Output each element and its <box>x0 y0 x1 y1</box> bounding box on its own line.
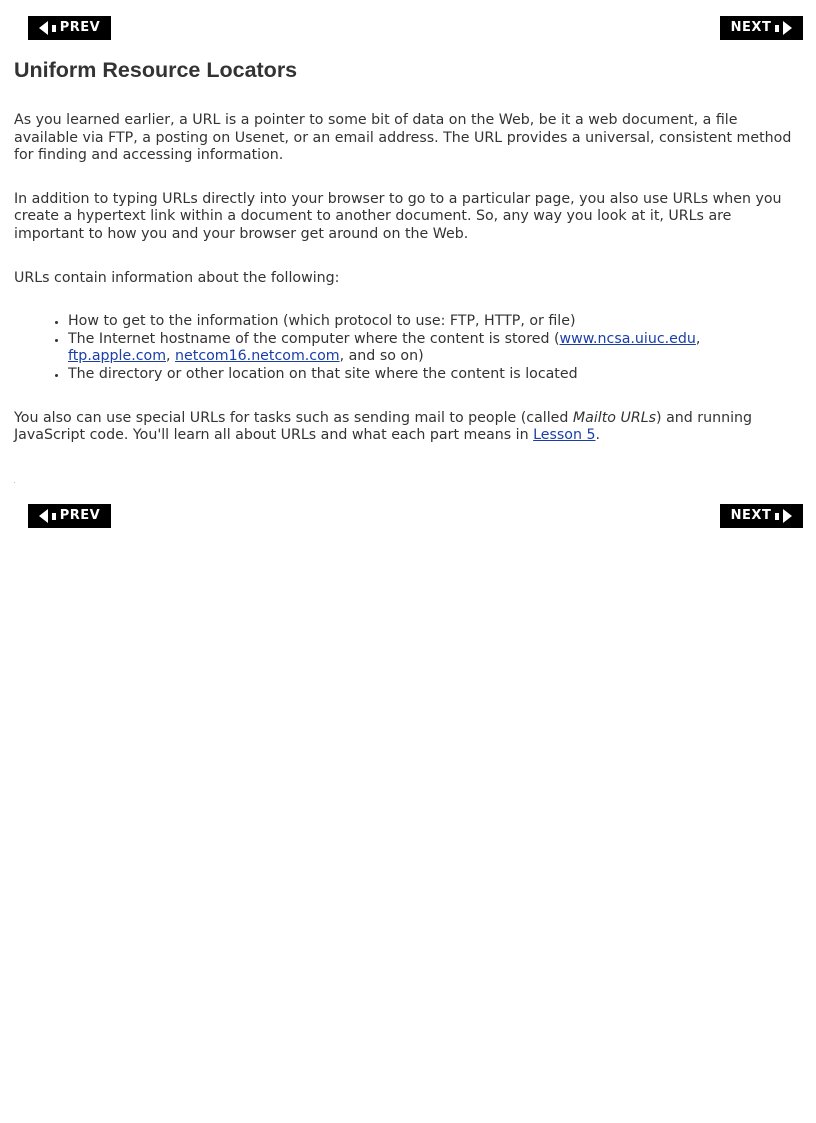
paragraph-list-intro: URLs contain information about the following: <box>14 269 340 286</box>
prev-label: PREV <box>59 20 101 36</box>
arrow-stem-icon <box>775 25 779 32</box>
list-item: • The directory or other location on that site where the content is located <box>68 366 794 384</box>
mailto-term: Mailto URLs <box>572 409 657 426</box>
prev-button[interactable] <box>28 504 111 528</box>
arrow-stem-icon <box>52 25 56 32</box>
prev-button[interactable] <box>28 16 111 40</box>
next-button[interactable] <box>720 16 803 40</box>
link-netcom[interactable]: netcom16.netcom.com <box>175 348 340 365</box>
paragraph-links: In addition to typing URLs directly into your browser to go to a particular page, you also use URLs when you create a hypertext link within a document to another document. So, any way you look at it, URLs are important to how you and your browser get around on the Web. <box>14 190 782 242</box>
separator-dot <box>14 482 15 483</box>
para-text: . <box>595 427 601 444</box>
list-item-sep: , <box>695 330 701 347</box>
arrow-left-icon <box>39 21 48 35</box>
prev-label: PREV <box>59 508 101 524</box>
list-item <box>68 331 794 366</box>
url-info-list <box>14 313 794 383</box>
link-apple-ftp[interactable]: ftp.apple.com <box>68 348 167 365</box>
next-label: NEXT <box>730 20 772 36</box>
top-nav-bar <box>28 16 803 40</box>
list-item-sep: , <box>166 348 176 365</box>
arrow-right-icon <box>783 21 792 35</box>
link-lesson-5[interactable]: Lesson 5 <box>533 427 596 444</box>
link-ncsa[interactable]: www.ncsa.uiuc.edu <box>559 330 696 347</box>
list-item-text: , and so on) <box>339 348 424 365</box>
arrow-right-icon <box>783 509 792 523</box>
bottom-nav-bar <box>28 504 803 528</box>
page-title: Uniform Resource Locators <box>14 58 298 82</box>
list-item: • How to get to the information (which protocol to use: FTP, HTTP, or file) <box>68 313 794 331</box>
article-body <box>14 112 794 471</box>
next-button[interactable] <box>720 504 803 528</box>
para-text: ) and running JavaScript code. You'll learn all about URLs and what each part means in <box>14 409 753 444</box>
arrow-left-icon <box>39 509 48 523</box>
arrow-stem-icon <box>775 513 779 520</box>
next-label: NEXT <box>730 508 772 524</box>
para-text: You also can use special URLs for tasks such as sending mail to people (called <box>14 409 573 426</box>
arrow-stem-icon <box>52 513 56 520</box>
paragraph-intro: As you learned earlier, a URL is a pointer to some bit of data on the Web, be it a web document, a file available via FTP, a posting on Usenet, or an email address. The URL provides a universal, consistent method for finding and accessing information. <box>14 112 792 164</box>
list-item-text: The Internet hostname of the computer where the content is stored ( <box>68 330 560 347</box>
paragraph-special-urls <box>14 410 794 445</box>
